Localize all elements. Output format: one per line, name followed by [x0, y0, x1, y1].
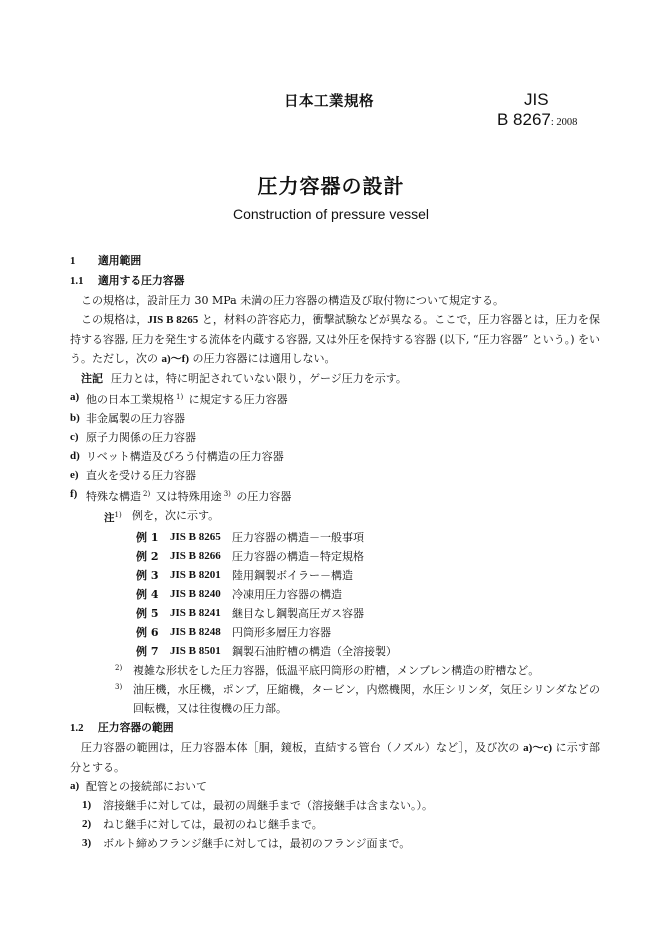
- standard-year: : 2008: [550, 117, 578, 128]
- sub-item-3: 3) ボルト締めフランジ継手に対しては，最初のフランジ面まで。: [82, 837, 411, 850]
- sub-item-1: 1) 溶接継手に対しては，最初の周継手まで（溶接継手は含まない。）。: [82, 799, 433, 812]
- note: 注記 圧力とは，特に明記されていない限り，ゲージ圧力を示す。: [81, 372, 407, 385]
- standard-code: B 8267: [497, 110, 551, 129]
- standard-number: [497, 110, 577, 130]
- example-row: 例 5 JIS B 8241 継目なし鋼製高圧ガス容器: [136, 607, 364, 620]
- paragraph-range: 圧力容器の範囲は，圧力容器本体［胴，鏡板，直結する管台（ノズル）など］，及び次の a)～c) に示す部分とする。: [70, 741, 600, 774]
- section-1-heading: 1 適用範囲: [70, 254, 142, 267]
- paragraph-scope: この規格は，設計圧力 30 MPa 未満の圧力容器の構造及び取付物について規定する。: [81, 294, 504, 307]
- example-row: 例 6 JIS B 8248 円筒形多層圧力容器: [136, 626, 331, 639]
- jis-label: JIS: [524, 90, 549, 109]
- standard-name: 日本工業規格: [284, 94, 374, 110]
- footnote-2: 2) 複雑な形状をした圧力容器，低温平底円筒形の貯槽，メンブレン構造の貯槽など。: [115, 664, 540, 677]
- example-row: 例 7 JIS B 8501 鋼製石油貯槽の構造（全溶接製）: [136, 645, 397, 658]
- paragraph-definition: この規格は，JIS B 8265 と，材料の許容応力，衝撃試験などが異なる。ここで，圧力容器とは，圧力を保持する容器, 圧力を発生する流体を内蔵する容器, 又は外圧を保持する容器 (以下, “圧力容器” という。) をいう。ただし，次の a)～f) の圧力容器には適用しない。: [70, 313, 600, 365]
- list-item-b: b) 非金属製の圧力容器: [70, 412, 185, 425]
- list-item-d: d) リベット構造及びろう付構造の圧力容器: [70, 450, 284, 463]
- list-item-a: a) 他の日本工業規格 $^{1)}$ に規定する圧力容器: [70, 391, 288, 406]
- section-1-1-heading: 1.1 適用する圧力容器: [70, 274, 185, 287]
- example-row: 例 1 JIS B 8265 圧力容器の構造－一般事項: [136, 531, 364, 544]
- example-row: 例 4 JIS B 8240 冷凍用圧力容器の構造: [136, 588, 342, 601]
- footnote-1: 注$^{1)}$ 例を，次に示す。: [104, 509, 220, 524]
- section-1-2-heading: 1.2 圧力容器の範囲: [70, 721, 174, 734]
- document-body: [70, 251, 600, 853]
- sub-item-2: 2) ねじ継手に対しては，最初のねじ継手まで。: [82, 818, 323, 831]
- footnote-3: 3) 油圧機，水圧機，ポンプ，圧縮機，タービン，内燃機関，水圧シリンダ，気圧シリンダなどの回転機，又は往復機の圧力部。: [115, 683, 600, 715]
- list-item-e: e) 直火を受ける圧力容器: [70, 469, 196, 482]
- title-english: Construction of pressure vessel: [232, 206, 430, 222]
- title-japanese: 圧力容器の設計: [257, 174, 405, 198]
- example-row: 例 3 JIS B 8201 陸用鋼製ボイラー－構造: [136, 569, 353, 582]
- list-item-c: c) 原子力関係の圧力容器: [70, 431, 196, 444]
- example-row: 例 2 JIS B 8266 圧力容器の構造－特定規格: [136, 550, 364, 563]
- list-item-f: f) 特殊な構造 $^{2)}$ 又は特殊用途 $^{3)}$ の圧力容器: [70, 488, 292, 503]
- list-item-connection: a) 配管との接続部において: [70, 780, 207, 793]
